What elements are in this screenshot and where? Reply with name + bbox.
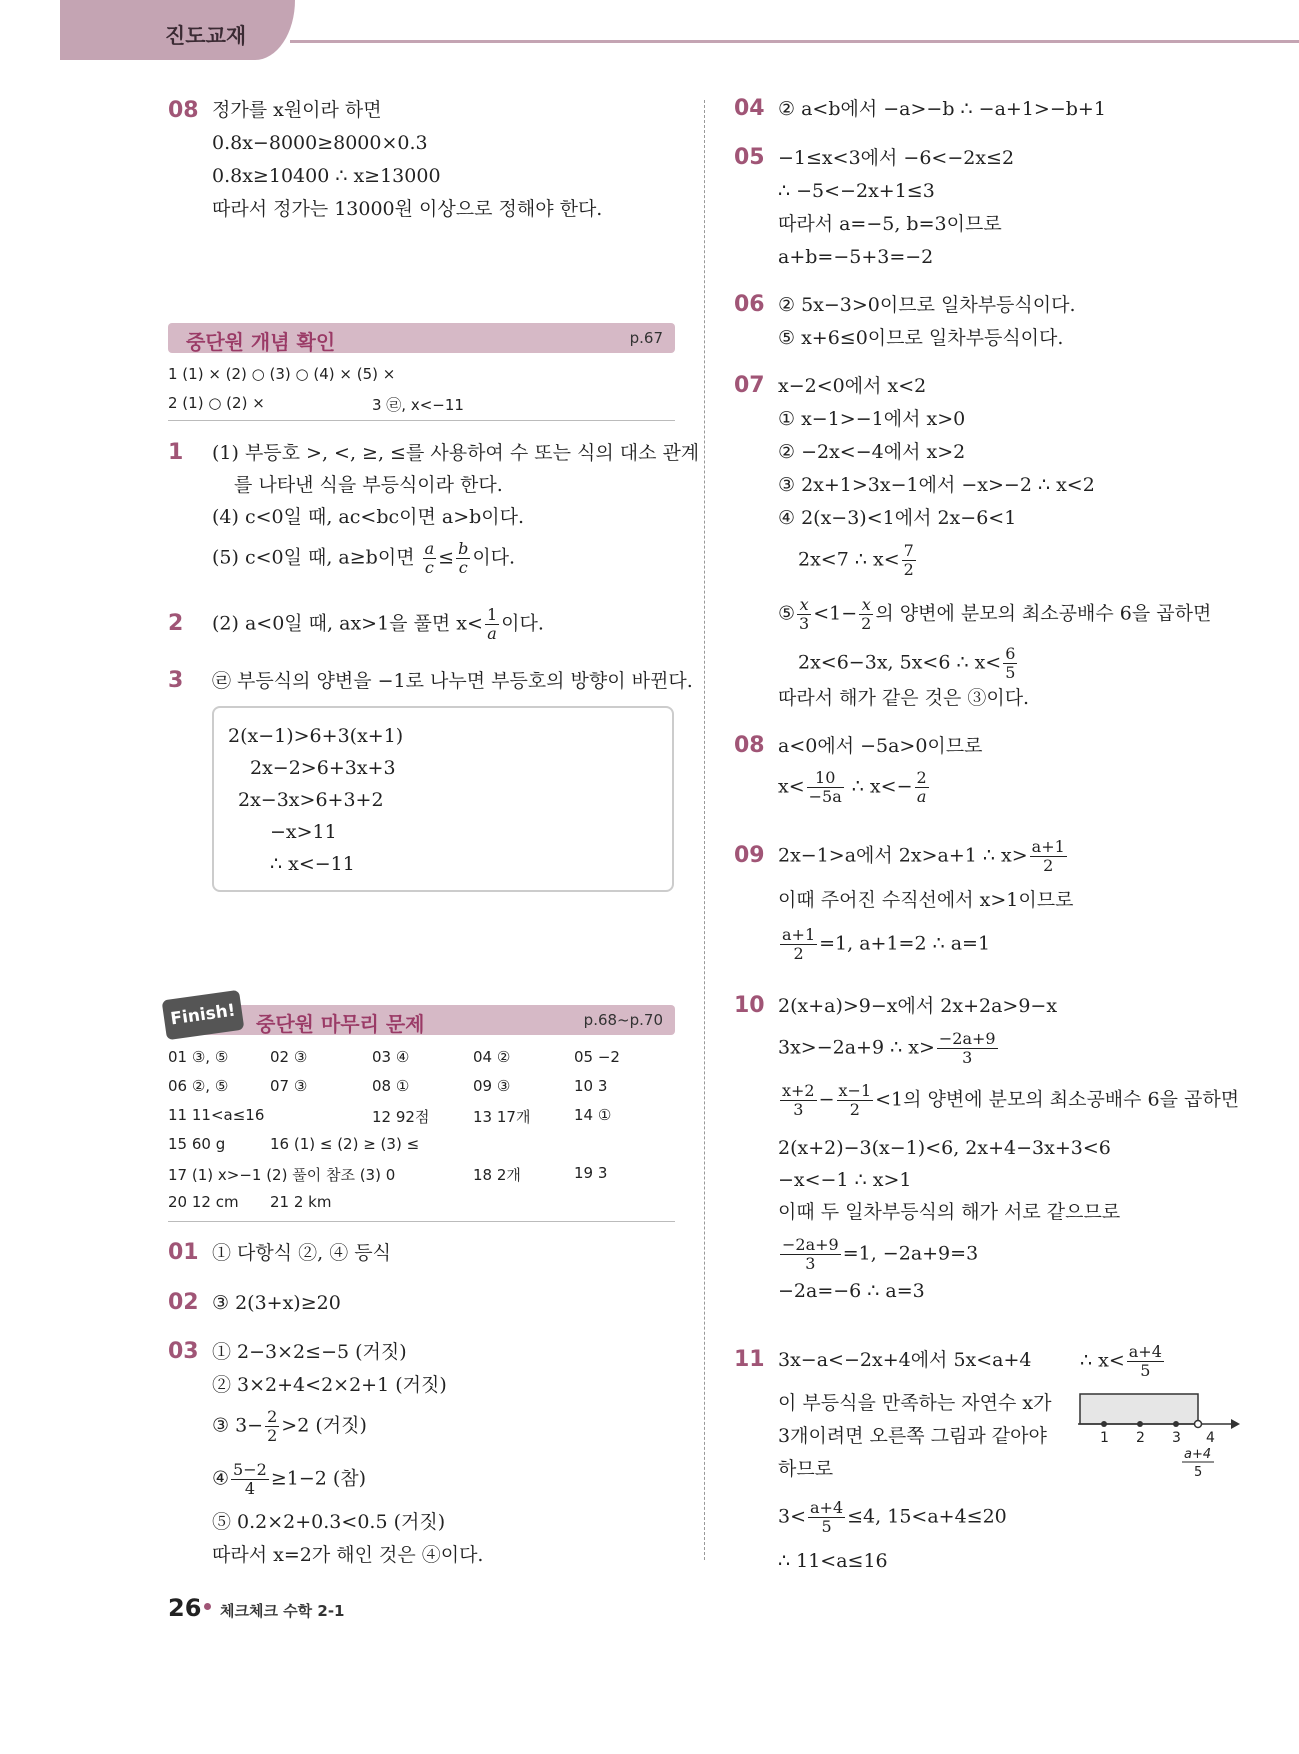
frac-num: 6 bbox=[1005, 644, 1016, 663]
header-tab-label: 진도교재 bbox=[165, 24, 247, 48]
q11-l5b: ≤4, 15<a+4≤20 bbox=[847, 1505, 1007, 1528]
q03-l3a: ③ 3− bbox=[212, 1414, 264, 1437]
frac-num: 7 bbox=[903, 541, 914, 560]
finish-answer: 12 92점 bbox=[372, 1108, 430, 1126]
concept-s1-line: (4) c<0일 때, ac<bc이면 a>b이다. bbox=[212, 506, 525, 528]
q08-left-number: 08 bbox=[168, 98, 199, 123]
q02-line: ③ 2(3+x)≥20 bbox=[212, 1292, 341, 1314]
tick-dot bbox=[1137, 1421, 1143, 1427]
concept-s3-line: ㉣ 부등식의 양변을 −1로 나누면 부등호의 방향이 바뀐다. bbox=[212, 670, 693, 692]
frac-den: a bbox=[487, 624, 497, 643]
finish-answer: 21 2 km bbox=[270, 1193, 332, 1211]
q10-line: −x<−1 ∴ x>1 bbox=[778, 1169, 912, 1191]
finish-answer: 03 ④ bbox=[372, 1048, 410, 1066]
footer-page-number: 26 bbox=[168, 1594, 202, 1622]
concept-s3-number: 3 bbox=[168, 668, 184, 693]
q11-l5a: 3< bbox=[778, 1505, 807, 1528]
q08-left-line: 따라서 정가는 13000원 이상으로 정해야 한다. bbox=[212, 198, 603, 220]
q07-l8a: 2x<6−3x, 5x<6 ∴ x< bbox=[798, 651, 1002, 674]
finish-answer: 10 3 bbox=[574, 1077, 608, 1095]
frac-num: −2a+9 bbox=[782, 1235, 839, 1254]
frac-num: a+1 bbox=[1031, 837, 1065, 856]
endpoint-numerator: a+4 bbox=[1184, 1447, 1212, 1462]
finish-answer: 02 ③ bbox=[270, 1048, 308, 1066]
q03-line: ② 3×2+4<2×2+1 (거짓) bbox=[212, 1374, 447, 1396]
q10-line-frac bbox=[778, 1236, 978, 1273]
frac-den: 2 bbox=[861, 614, 872, 633]
frac-den: c bbox=[458, 558, 468, 577]
q05-line: ∴ −5<−2x+1≤3 bbox=[778, 180, 935, 202]
finish-badge: Finish! bbox=[162, 990, 245, 1040]
q07-l7a: ⑤ bbox=[778, 602, 796, 625]
q11-number: 11 bbox=[734, 1347, 765, 1372]
q07-number: 07 bbox=[734, 373, 765, 398]
finish-answer: 09 ③ bbox=[473, 1077, 511, 1095]
q11-line: 이 부등식을 만족하는 자연수 x가 bbox=[778, 1392, 1052, 1414]
concept-s1-line-frac: (5) c<0일 때, a≥b이면 $\frac{a}{c}$ ≤ $\frac{b}{c}$ 이다. bbox=[212, 539, 516, 577]
q11-line: 3x−a<−2x+4에서 5x<a+4 bbox=[778, 1349, 1032, 1371]
q03-line: ⑤ 0.2×2+0.3<0.5 (거짓) bbox=[212, 1511, 446, 1533]
header-tab bbox=[60, 0, 295, 60]
q10-line-frac bbox=[778, 1082, 1239, 1119]
q02-number: 02 bbox=[168, 1290, 199, 1315]
frac-num: 5−2 bbox=[233, 1460, 267, 1479]
q04-number: 04 bbox=[734, 96, 765, 121]
fraction bbox=[485, 606, 499, 643]
frac-den: a bbox=[916, 787, 927, 806]
q08-left-line: 정가를 x원이라 하면 bbox=[212, 99, 382, 121]
concept-s1-line: (1) 부등호 >, <, ≥, ≤를 사용하여 수 또는 식의 대소 관계 bbox=[212, 442, 700, 464]
q07-line-frac bbox=[798, 542, 918, 579]
concept-section-title: 중단원 개념 확인 bbox=[186, 330, 336, 354]
frac-num: b bbox=[458, 539, 469, 558]
finish-answer: 11 11<a≤16 bbox=[168, 1106, 265, 1124]
q03-line: 따라서 x=2가 해인 것은 ④이다. bbox=[212, 1544, 484, 1566]
fraction bbox=[1030, 838, 1067, 875]
finish-section-page: p.68~p.70 bbox=[583, 1011, 663, 1029]
frac-den: 3 bbox=[793, 1100, 804, 1119]
frac-num: a bbox=[424, 539, 435, 558]
q11-line-frac bbox=[778, 1499, 1007, 1536]
q07-line: ① x−1>−1에서 x>0 bbox=[778, 408, 966, 430]
q10-line: 2(x+2)−3(x−1)<6, 2x+4−3x+3<6 bbox=[778, 1137, 1111, 1159]
concept-s2-l1b: 이다. bbox=[501, 612, 544, 635]
solution-box bbox=[212, 706, 674, 892]
fraction bbox=[456, 540, 470, 577]
q06-line: ② 5x−3>0이므로 일차부등식이다. bbox=[778, 294, 1076, 316]
finish-section-bar bbox=[168, 1000, 675, 1036]
finish-answer: 08 ① bbox=[372, 1077, 410, 1095]
q09-number: 09 bbox=[734, 843, 765, 868]
q11-line-frac bbox=[1080, 1343, 1166, 1380]
concept-answer-1: 1 (1) × (2) ○ (3) ○ (4) × (5) × bbox=[168, 365, 396, 383]
q11-line: ∴ 11<a≤16 bbox=[778, 1550, 888, 1572]
q09-l3b: =1, a+1=2 ∴ a=1 bbox=[819, 932, 991, 955]
q03-line-frac bbox=[212, 1461, 366, 1498]
q07-line: 따라서 해가 같은 것은 ③이다. bbox=[778, 687, 1030, 709]
fraction bbox=[231, 1461, 269, 1498]
concept-s1-l4a: (5) c<0일 때, a≥b이면 bbox=[212, 546, 415, 569]
q07-line: x−2<0에서 x<2 bbox=[778, 375, 927, 397]
q10-l3a: − bbox=[818, 1088, 835, 1111]
frac-num: −2a+9 bbox=[938, 1029, 996, 1048]
arrow-right-icon bbox=[1231, 1419, 1240, 1429]
frac-num: a+4 bbox=[810, 1498, 844, 1517]
finish-answer: 18 2개 bbox=[473, 1166, 521, 1184]
fraction bbox=[807, 769, 844, 806]
q11-l1r: ∴ x< bbox=[1080, 1349, 1125, 1372]
q03-line: ① 2−3×2≤−5 (거짓) bbox=[212, 1341, 407, 1363]
fraction bbox=[780, 926, 817, 963]
q09-line: 이때 주어진 수직선에서 x>1이므로 bbox=[778, 889, 1074, 911]
frac-den: 2 bbox=[793, 944, 804, 963]
q07-l7c: 의 양변에 분모의 최소공배수 6을 곱하면 bbox=[875, 602, 1212, 625]
frac-num: x bbox=[859, 596, 873, 615]
q08-right-line: a<0에서 −5a>0이므로 bbox=[778, 735, 983, 757]
finish-answer: 19 3 bbox=[574, 1164, 608, 1182]
finish-answer: 05 −2 bbox=[574, 1048, 620, 1066]
concept-section-bar bbox=[168, 323, 675, 353]
box-line: −x>11 bbox=[270, 821, 337, 843]
fraction bbox=[780, 1236, 841, 1273]
frac-den: 5 bbox=[1005, 663, 1016, 682]
concept-s2-l1a: (2) a<0일 때, ax>1을 풀면 x< bbox=[212, 612, 483, 635]
finish-answer: 16 (1) ≤ (2) ≥ (3) ≤ bbox=[270, 1135, 420, 1153]
frac-den: 4 bbox=[244, 1479, 256, 1498]
concept-answer-2: 2 (1) ○ (2) × bbox=[168, 394, 265, 412]
concept-s1-line: 를 나타낸 식을 부등식이라 한다. bbox=[234, 474, 503, 496]
finish-answer: 07 ③ bbox=[270, 1077, 308, 1095]
q10-line: 2(x+a)>9−x에서 2x+2a>9−x bbox=[778, 995, 1058, 1017]
footer-bullet-icon bbox=[204, 1603, 211, 1610]
fraction bbox=[797, 596, 811, 633]
frac-den: 2 bbox=[267, 1426, 278, 1445]
finish-answer: 13 17개 bbox=[473, 1108, 531, 1126]
q05-line: 따라서 a=−5, b=3이므로 bbox=[778, 213, 1002, 235]
finish-answer: 06 ②, ⑤ bbox=[168, 1077, 229, 1095]
fraction bbox=[780, 1082, 817, 1119]
q07-line: ② −2x<−4에서 x>2 bbox=[778, 441, 966, 463]
frac-den: c bbox=[424, 558, 434, 577]
concept-s1-number: 1 bbox=[168, 440, 184, 465]
fraction bbox=[902, 542, 916, 579]
finish-divider bbox=[168, 1221, 675, 1222]
concept-s2-line bbox=[212, 606, 544, 643]
fraction bbox=[915, 769, 929, 806]
q05-line: a+b=−5+3=−2 bbox=[778, 246, 934, 268]
fraction bbox=[423, 540, 437, 577]
q11-line: 하므로 bbox=[778, 1458, 834, 1480]
finish-answer: 15 60 g bbox=[168, 1135, 226, 1153]
fraction bbox=[1127, 1343, 1164, 1380]
frac-num: 2 bbox=[916, 768, 927, 787]
frac-num: x+2 bbox=[782, 1081, 815, 1100]
tick-label: 3 bbox=[1172, 1430, 1181, 1446]
q01-number: 01 bbox=[168, 1240, 199, 1265]
q07-line-frac bbox=[778, 596, 1211, 633]
q08-left-line: 0.8x≥10400 ∴ x≥13000 bbox=[212, 165, 441, 187]
q07-line: ④ 2(x−3)<1에서 2x−6<1 bbox=[778, 507, 1017, 529]
finish-answer: 01 ③, ⑤ bbox=[168, 1048, 229, 1066]
frac-den: 3 bbox=[805, 1254, 816, 1273]
q04-line: ② a<b에서 −a>−b ∴ −a+1>−b+1 bbox=[778, 98, 1106, 120]
q10-l2a: 3x>−2a+9 ∴ x> bbox=[778, 1036, 935, 1059]
fraction bbox=[808, 1499, 845, 1536]
fraction bbox=[1003, 645, 1017, 682]
q08-l2a: x< bbox=[778, 775, 805, 798]
q10-l7b: =1, −2a+9=3 bbox=[842, 1242, 979, 1265]
finish-section-title: 중단원 마무리 문제 bbox=[256, 1012, 425, 1036]
finish-answer: 14 ① bbox=[574, 1106, 612, 1124]
frac-den: 3 bbox=[799, 614, 810, 633]
finish-answer: 04 ② bbox=[473, 1048, 511, 1066]
q11-line: 3개이려면 오른쪽 그림과 같아야 bbox=[778, 1425, 1047, 1447]
q08-l2b: ∴ x<− bbox=[845, 775, 913, 798]
tick-dot bbox=[1101, 1421, 1107, 1427]
column-divider bbox=[704, 100, 705, 1560]
frac-den: 5 bbox=[1140, 1361, 1151, 1380]
fraction bbox=[837, 1082, 874, 1119]
q05-number: 05 bbox=[734, 145, 765, 170]
concept-s1-l4b: 이다. bbox=[472, 546, 516, 569]
q10-line: −2a=−6 ∴ a=3 bbox=[778, 1280, 925, 1302]
q08-right-number: 08 bbox=[734, 733, 765, 758]
fraction bbox=[265, 1408, 279, 1445]
concept-divider bbox=[168, 420, 675, 421]
concept-section-page: p.67 bbox=[629, 329, 663, 347]
q08-left-line: 0.8x−8000≥8000×0.3 bbox=[212, 132, 428, 154]
frac-num: 2 bbox=[267, 1407, 278, 1426]
q10-line: 이때 두 일차부등식의 해가 서로 같으므로 bbox=[778, 1201, 1121, 1223]
q07-l6a: 2x<7 ∴ x< bbox=[798, 548, 900, 571]
q10-l3b: <1의 양변에 분모의 최소공배수 6을 곱하면 bbox=[875, 1088, 1240, 1111]
box-line: 2x−3x>6+3+2 bbox=[238, 789, 384, 811]
q07-line: ③ 2x+1>3x−1에서 −x>−2 ∴ x<2 bbox=[778, 474, 1095, 496]
q08-right-line-frac bbox=[778, 769, 931, 806]
box-line: 2x−2>6+3x+3 bbox=[250, 757, 396, 779]
frac-num: 10 bbox=[807, 769, 844, 788]
box-line: ∴ x<−11 bbox=[270, 853, 355, 875]
q10-number: 10 bbox=[734, 993, 765, 1018]
tick-label: 1 bbox=[1100, 1430, 1109, 1446]
concept-s2-number: 2 bbox=[168, 611, 184, 636]
q09-l1a: 2x−1>a에서 2x>a+1 ∴ x> bbox=[778, 844, 1028, 867]
tick-dot bbox=[1173, 1421, 1179, 1427]
q03-l4b: ≥1−2 (참) bbox=[270, 1467, 367, 1490]
fraction bbox=[859, 596, 873, 633]
q07-l7b: <1− bbox=[813, 602, 858, 625]
q01-line: ① 다항식 ②, ④ 등식 bbox=[212, 1242, 391, 1264]
frac-num: a+4 bbox=[1128, 1342, 1162, 1361]
number-line-figure bbox=[1076, 1384, 1246, 1484]
q03-l4a: ④ bbox=[212, 1467, 230, 1490]
box-line: 2(x−1)>6+3(x+1) bbox=[228, 725, 404, 747]
q03-line-frac bbox=[212, 1408, 367, 1445]
frac-num: 1 bbox=[486, 605, 498, 624]
finish-answer: 17 (1) x>−1 (2) 풀이 참조 (3) 0 bbox=[168, 1166, 396, 1184]
open-endpoint bbox=[1195, 1421, 1202, 1428]
concept-answer-3: 3 ㉣, x<−11 bbox=[372, 396, 464, 414]
tick-label: 2 bbox=[1136, 1430, 1145, 1446]
footer-book-title: 체크체크 수학 2-1 bbox=[220, 1602, 345, 1620]
header-rule bbox=[290, 40, 1299, 43]
frac-den: 2 bbox=[849, 1100, 860, 1119]
q06-line: ⑤ x+6≤0이므로 일차부등식이다. bbox=[778, 327, 1064, 349]
tick-label: 4 bbox=[1206, 1430, 1215, 1446]
q10-line-frac bbox=[778, 1030, 1000, 1067]
frac-den: 2 bbox=[1043, 856, 1054, 875]
q03-l3b: >2 (거짓) bbox=[281, 1414, 367, 1437]
q05-line: −1≤x<3에서 −6<−2x≤2 bbox=[778, 147, 1015, 169]
frac-den: 5 bbox=[821, 1517, 832, 1536]
q09-line-frac bbox=[778, 926, 990, 963]
frac-num: a+1 bbox=[782, 925, 816, 944]
frac-den: 2 bbox=[903, 560, 914, 579]
q07-line-frac bbox=[798, 645, 1019, 682]
q06-number: 06 bbox=[734, 292, 765, 317]
q09-line-frac bbox=[778, 838, 1069, 875]
frac-den: −5a bbox=[808, 787, 842, 806]
frac-den: 3 bbox=[962, 1048, 973, 1067]
finish-answer: 20 12 cm bbox=[168, 1193, 239, 1211]
frac-num: x bbox=[797, 596, 811, 615]
frac-num: x−1 bbox=[838, 1081, 872, 1100]
q03-number: 03 bbox=[168, 1339, 199, 1364]
fraction bbox=[937, 1030, 998, 1067]
solution-region bbox=[1080, 1394, 1198, 1424]
endpoint-denominator: 5 bbox=[1194, 1465, 1203, 1480]
